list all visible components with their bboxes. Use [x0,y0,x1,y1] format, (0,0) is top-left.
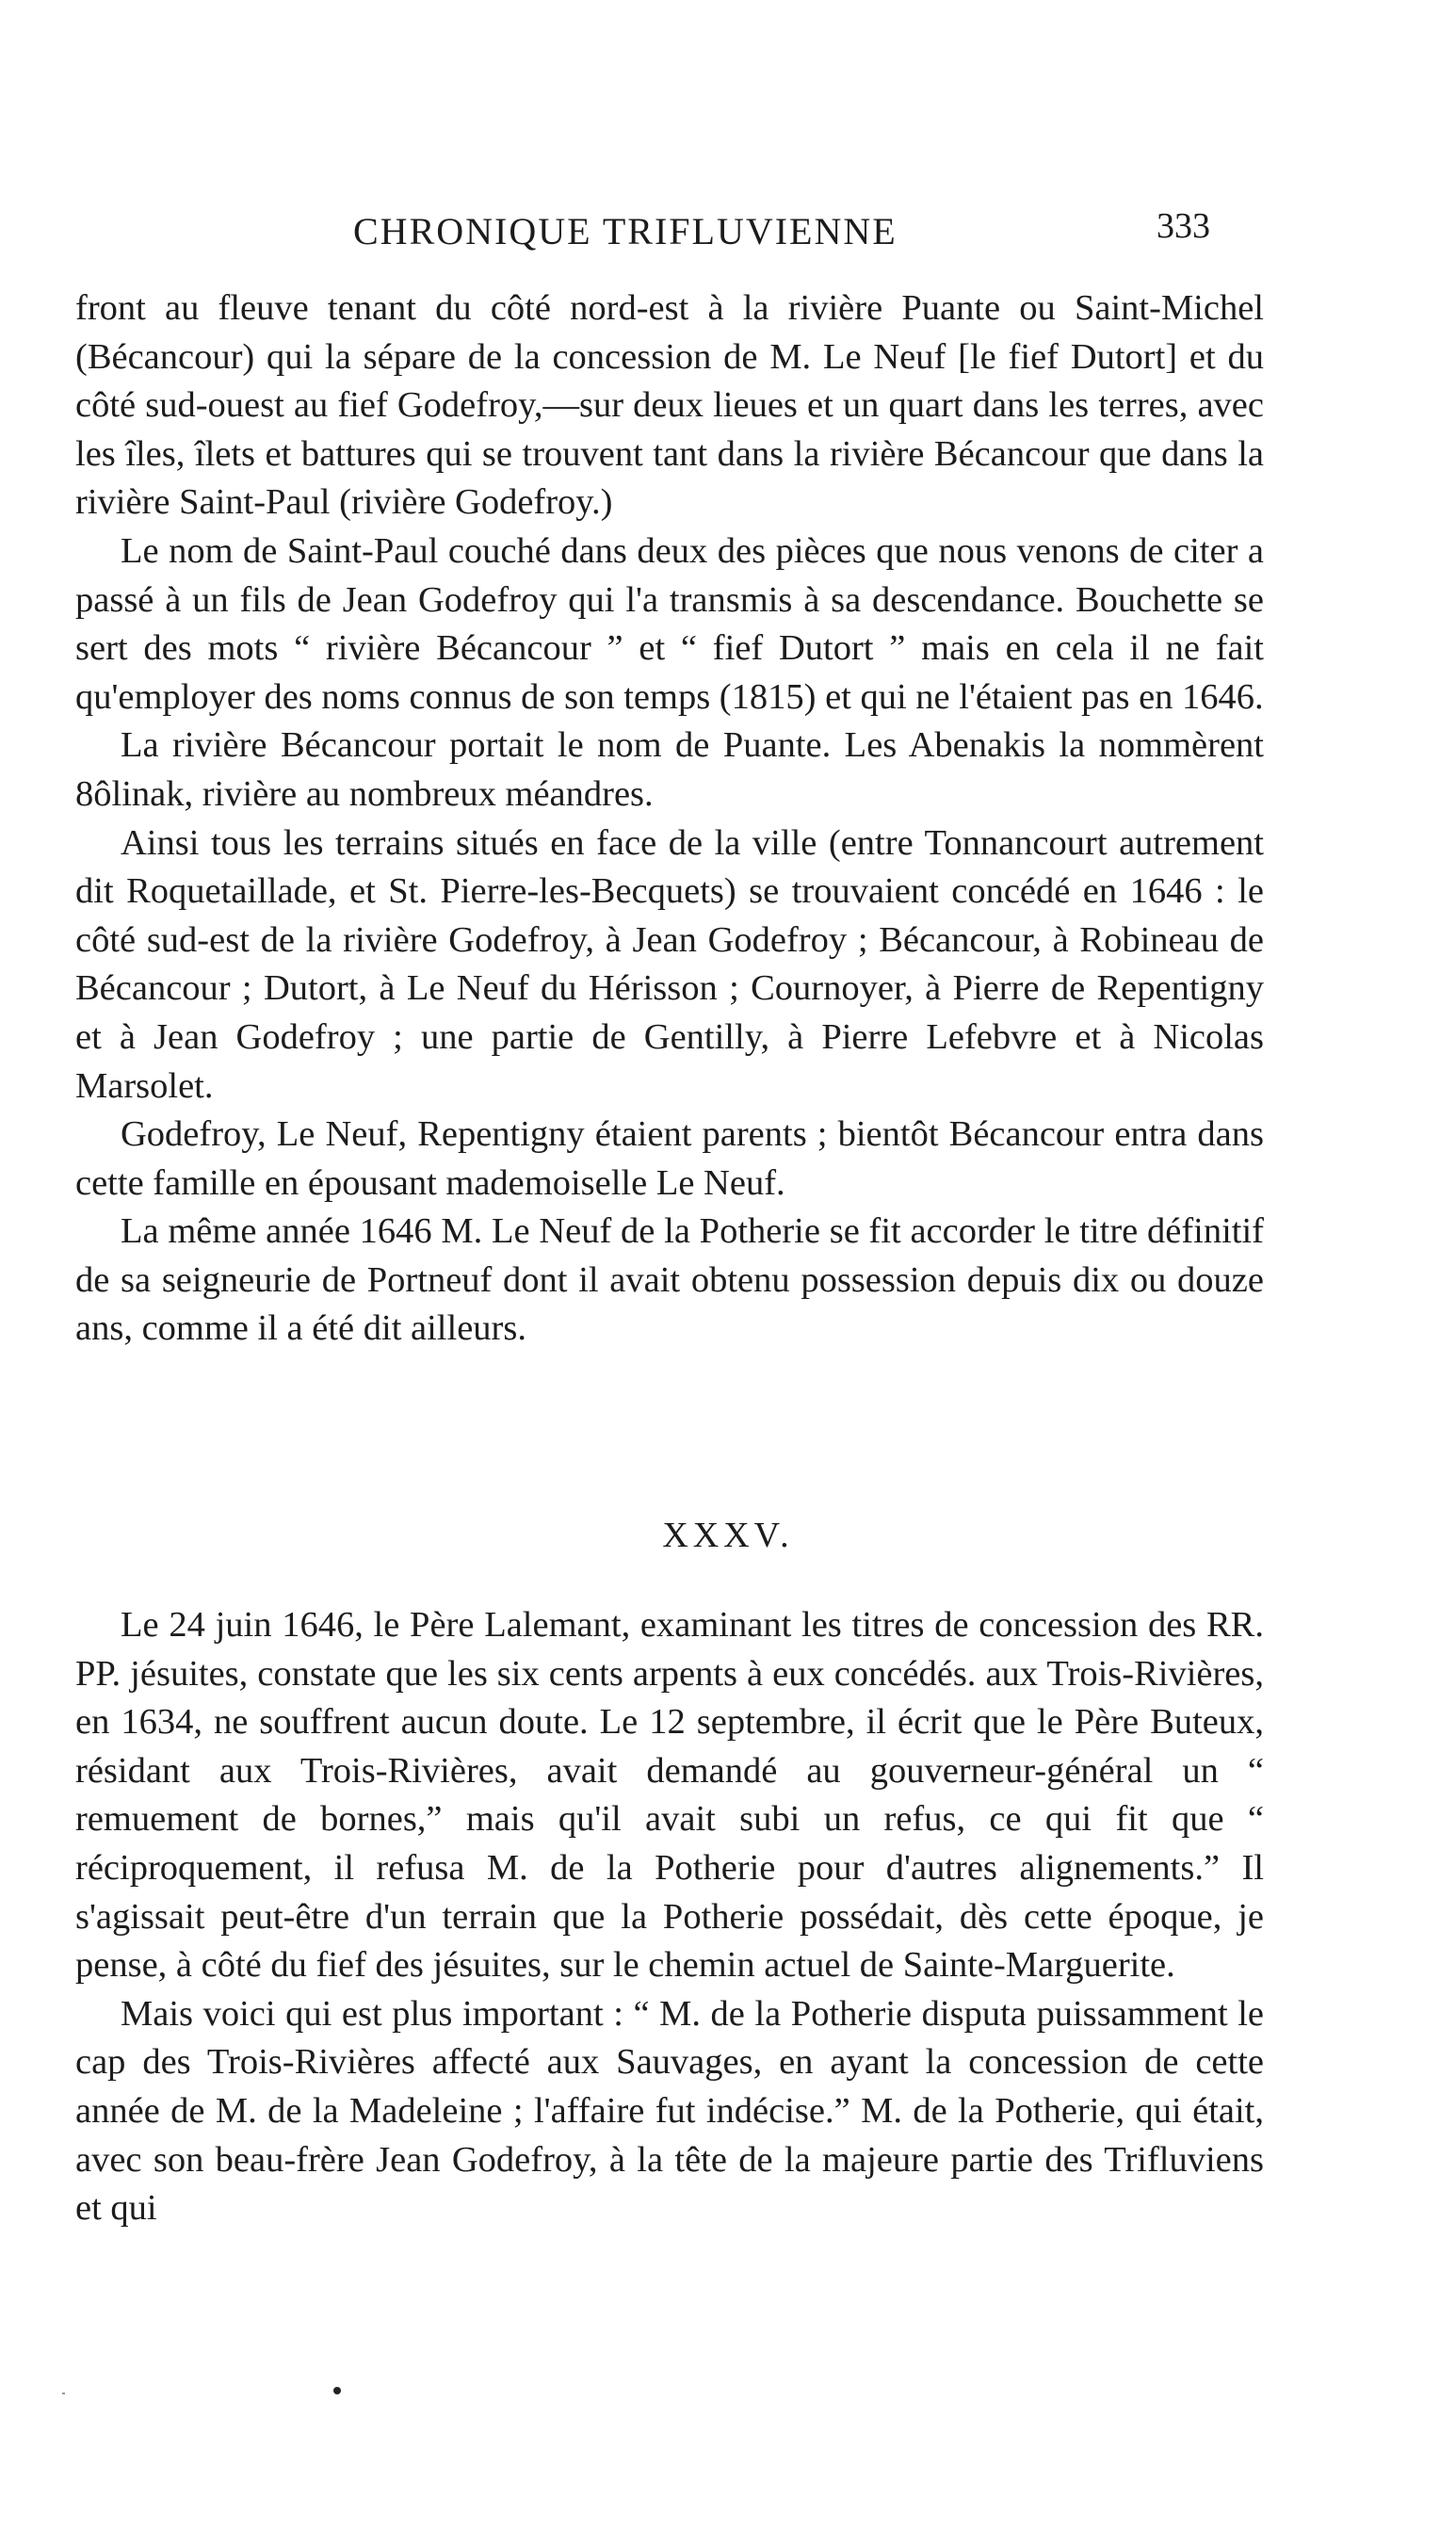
paragraph: Godefroy, Le Neuf, Repentigny étaient parents ; bientôt Bécancour entra dans cette famille en épousant mademoiselle Le Neuf. [75,1114,1264,1203]
text-block-before-heading [75,284,1264,1354]
paragraph: La même année 1646 M. Le Neuf de la Potherie se fit accorder le titre définitif de sa seigneurie de Portneuf dont il avait obtenu possession depuis dix ou douze ans, comme il a été dit ailleurs. [75,1211,1264,1349]
running-title: CHRONIQUE TRIFLUVIENNE [353,210,898,252]
paragraph: Ainsi tous les terrains situés en face de la ville (entre Tonnancourt autrement dit Roquetaillade, et St. Pierre-les-Becquets) se trouvaient concédé en 1646 : le côté sud-est de la rivière Godefroy, à Jean Godefroy ; Bécancour, à Robineau de Bécancour ; Dutort, à Le Neuf du Hérisson ; Cournoyer, à Pierre de Repentigny et à Jean Godefroy ; une partie de Gentilly, à Pierre Lefebvre et à Nicolas Marsolet. [75,822,1264,1106]
page-number: 333 [1157,206,1210,246]
section-heading: XXXV. [662,1516,794,1555]
running-head [0,206,1456,266]
paragraph: Mais voici qui est plus important : “ M. de la Potherie disputa puissamment le cap des Trois-Rivières affecté aux Sauvages, en ayant la concession de cette année de M. de la Madeleine ; l'affaire fut indécise.” M. de la Potherie, qui était, avec son beau-frère Jean Godefroy, à la tête de la majeure partie des Trifluviens et qui [75,1993,1264,2229]
paragraph: La rivière Bécancour portait le nom de Puante. Les Abenakis la nommèrent 8ôlinak, rivière au nombreux méandres. [75,725,1264,814]
paragraph-continued: front au fleuve tenant du côté nord-est à la rivière Puante ou Saint-Michel (Bécancour) qui la sépare de la concession de M. Le Neuf [le fief Dutort] et du côté sud-ouest au fief Godefroy,—sur deux lieues et un quart dans les terres, avec les îles, îlets et battures qui se trouvent tant dans la rivière Bécancour que dans la rivière Saint-Paul (rivière Godefroy.) [75,288,1264,523]
paragraph: Le nom de Saint-Paul couché dans deux des pièces que nous venons de citer a passé à un fils de Jean Godefroy qui l'a transmis à sa descendance. Bouchette se sert des mots “ rivière Bécancour ” et “ fief Dutort ” mais en cela il ne fait qu'employer des noms connus de son temps (1815) et qui ne l'étaient pas en 1646. [75,530,1264,717]
text-block-after-heading [75,1601,1264,2233]
ink-dot-mark [333,2387,341,2394]
paper-speck [62,2393,65,2394]
paragraph: Le 24 juin 1646, le Père Lalemant, examinant les titres de concession des RR. PP. jésuites, constate que les six cents arpents à eux concédés. aux Trois-Rivières, en 1634, ne souffrent aucun doute. Le 12 septembre, il écrit que le Père Buteux, résidant aux Trois-Rivières, avait demandé au gouverneur-général un “ remuement de bornes,” mais qu'il avait subi un refus, ce qui fit que “ réciproquement, il refusa M. de la Potherie pour d'autres alignements.” Il s'agissait peut-être d'un terrain que la Potherie possédait, dès cette époque, je pense, à côté du fief des jésuites, sur le chemin actuel de Sainte-Marguerite. [75,1605,1264,1986]
